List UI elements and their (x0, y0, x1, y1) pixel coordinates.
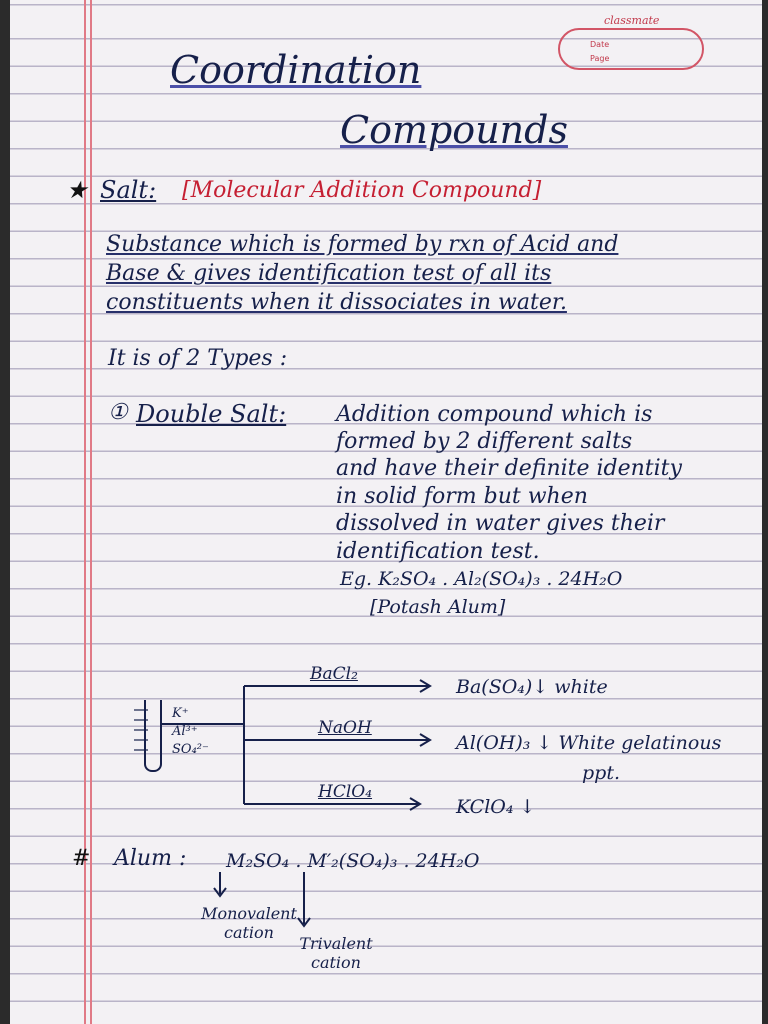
double-salt-line: dissolved in water gives their (336, 511, 665, 536)
page-title-line2: Compounds (340, 108, 568, 152)
ion-label: K⁺ (172, 706, 189, 721)
types-line: It is of 2 Types : (108, 346, 288, 371)
monovalent-label: Monovalent cation (201, 904, 297, 942)
reagent-label: HClO₄ (318, 782, 373, 802)
product-note: ppt. (582, 762, 620, 784)
page-label: Page (590, 54, 610, 63)
product-label: Al(OH)₃ ↓ White gelatinous (456, 732, 722, 754)
example-formula: Eg. K₂SO₄ . Al₂(SO₄)₃ . 24H₂O (340, 568, 623, 590)
product-label: KClO₄ ↓ (456, 796, 536, 818)
double-salt-line: formed by 2 different salts (336, 429, 633, 454)
test-tube (144, 700, 162, 772)
date-label: Date (590, 40, 610, 49)
trivalent-label: Trivalent cation (299, 934, 373, 972)
double-salt-line: identification test. (336, 539, 540, 564)
double-salt-line: Addition compound which is (336, 402, 653, 427)
brand-name: classmate (604, 14, 660, 27)
double-salt-line: in solid form but when (336, 484, 588, 509)
salt-heading: Salt: (100, 176, 157, 204)
alum-heading: Alum : (114, 846, 187, 871)
salt-subheading: [Molecular Addition Compound] (182, 178, 542, 203)
ion-label: SO₄²⁻ (172, 742, 209, 757)
double-salt-heading: Double Salt: (136, 400, 287, 428)
double-salt-line: and have their definite identity (336, 456, 682, 481)
notebook-page (10, 0, 762, 1024)
reagent-label: NaOH (318, 718, 372, 738)
reagent-label: BaCl₂ (310, 664, 358, 684)
ion-label: Al³⁺ (172, 724, 198, 739)
definition-line: constituents when it dissociates in water. (106, 290, 567, 315)
product-label: Ba(SO₄)↓ white (456, 676, 608, 698)
double-salt-number: ① (108, 400, 128, 425)
definition-line: Substance which is formed by rxn of Acid and (106, 232, 619, 257)
star-bullet: ★ (66, 176, 88, 204)
page-title-line1: Coordination (170, 48, 422, 92)
alum-formula: M₂SO₄ . M′₂(SO₄)₃ . 24H₂O (226, 850, 480, 872)
definition-line: Base & gives identification test of all its (106, 261, 552, 286)
hash-bullet: # (72, 846, 91, 871)
potash-alum-label: [Potash Alum] (370, 596, 506, 618)
